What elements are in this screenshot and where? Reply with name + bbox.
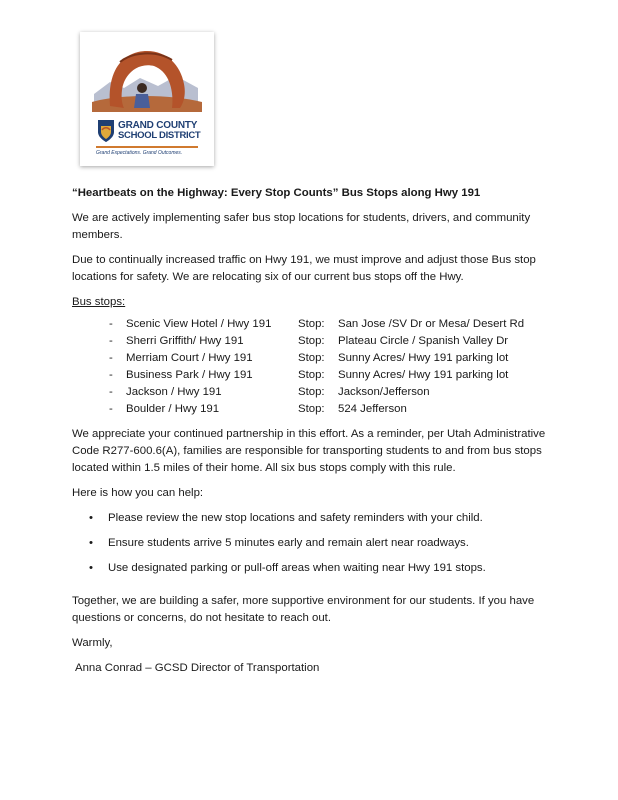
bullet-text: Please review the new stop locations and safety reminders with your child. [108, 512, 483, 524]
list-item [72, 510, 550, 535]
help-list [72, 510, 550, 585]
bus-stops-list [72, 316, 550, 418]
dash-marker: - [109, 335, 113, 347]
stop-label: Stop: [298, 369, 325, 381]
stop-label: Stop: [298, 335, 325, 347]
bullet-icon: • [89, 562, 93, 574]
stop-label: Stop: [298, 403, 325, 415]
page-title: “Heartbeats on the Highway: Every Stop Counts” Bus Stops along Hwy 191 [72, 187, 481, 199]
bullet-icon: • [89, 512, 93, 524]
bullet-icon: • [89, 537, 93, 549]
delicate-arch-icon [80, 32, 214, 166]
list-item [72, 535, 550, 560]
stop-destination: Sunny Acres/ Hwy 191 parking lot [338, 369, 509, 381]
dash-marker: - [109, 403, 113, 415]
list-item [72, 367, 550, 384]
stop-label: Stop: [298, 352, 325, 364]
list-item [72, 401, 550, 418]
list-item [72, 384, 550, 401]
stop-label: Stop: [298, 318, 325, 330]
logo-tagline: Grand Expectations. Grand Outcomes. [96, 150, 183, 156]
closing-paragraph: Together, we are building a safer, more supportive environment for our students. If you have questions or concerns, do not hesitate to reach out. [72, 595, 535, 624]
policy-paragraph: We appreciate your continued partnership in this effort. As a reminder, per Utah Administrative Code R277-600.6(A), families are responsible for transporting students to and from bus stops located within 1.5 miles of their home. All six bus stops comply with this rule. [72, 428, 546, 474]
dash-marker: - [109, 369, 113, 381]
list-item [72, 316, 550, 333]
stop-label: Stop: [298, 386, 325, 398]
bullet-text: Use designated parking or pull-off areas when waiting near Hwy 191 stops. [108, 562, 486, 574]
list-item [72, 333, 550, 350]
closing-salutation: Warmly, [72, 637, 113, 649]
dash-marker: - [109, 386, 113, 398]
stop-destination: 524 Jefferson [338, 403, 407, 415]
dash-marker: - [109, 318, 113, 330]
bullet-text: Ensure students arrive 5 minutes early and remain alert near roadways. [108, 537, 469, 549]
stop-destination: San Jose /SV Dr or Mesa/ Desert Rd [338, 318, 525, 330]
dash-marker: - [109, 352, 113, 364]
logo-line-1: GRAND COUNTY [118, 120, 198, 131]
bus-stops-heading: Bus stops: [72, 296, 126, 308]
help-intro: Here is how you can help: [72, 487, 204, 499]
intro-paragraph: We are actively implementing safer bus stop locations for students, drivers, and community members. [72, 212, 531, 241]
stop-destination: Plateau Circle / Spanish Valley Dr [338, 335, 509, 347]
letter-body [72, 185, 550, 685]
stop-location: Business Park / Hwy 191 [126, 369, 253, 381]
stop-location: Scenic View Hotel / Hwy 191 [126, 318, 272, 330]
list-item [72, 350, 550, 367]
signature: Anna Conrad – GCSD Director of Transportation [75, 662, 320, 674]
stop-location: Merriam Court / Hwy 191 [126, 352, 253, 364]
logo-line-2: SCHOOL DISTRICT [118, 130, 201, 141]
stop-location: Boulder / Hwy 191 [126, 403, 220, 415]
traffic-paragraph: Due to continually increased traffic on Hwy 191, we must improve and adjust those Bus stop locations for safety. We are relocating six of our current bus stops off the Hwy. [72, 254, 536, 283]
stop-destination: Sunny Acres/ Hwy 191 parking lot [338, 352, 509, 364]
stop-location: Sherri Griffith/ Hwy 191 [126, 335, 244, 347]
district-logo [80, 32, 214, 166]
list-item [72, 560, 550, 585]
stop-destination: Jackson/Jefferson [338, 386, 430, 398]
stop-location: Jackson / Hwy 191 [126, 386, 222, 398]
